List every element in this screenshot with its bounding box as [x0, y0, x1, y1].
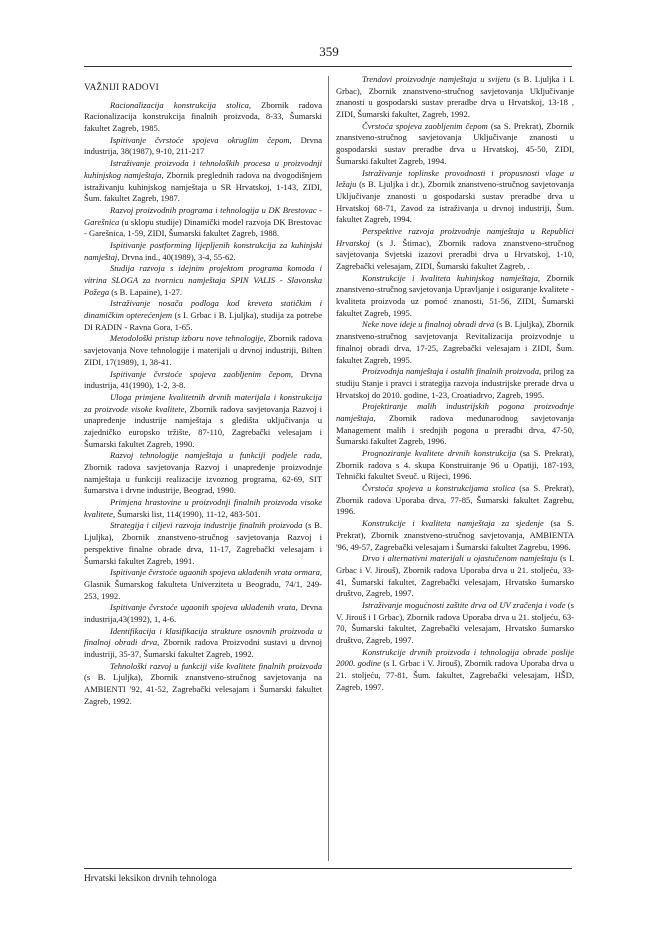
bibliography-entry: [84, 263, 322, 298]
entry-details: Zbornik znanstveno-stručnog savjetovanja Upravljanje i osiguranje kvalitete - kvaliteta proizvoda uz pomoć znanosti, 51-56, ZIDI, Šumarski fakultet Zagreb, 1995.: [336, 272, 574, 318]
entry-details: Zbornik radova Proizvodni sustavi u drvnoj industriji, 35-37, Šumarski fakultet Zagreb, 1992.: [84, 637, 322, 659]
bibliography-entry: [336, 483, 574, 518]
column-divider: [328, 76, 329, 861]
entry-title: Studija razvoja s idejnim projektom programa komoda i vitrina SLOGA za tvornicu namještaja SPIN VALIS - Slavonska Požega: [84, 263, 322, 297]
entry-details: Glasnik Šumarskog fakulteta Univerziteta u Beogradu, 74/1, 249-253, 1992.: [84, 578, 322, 601]
entry-details: (u sklopu studije) Dinamički model razvoja DK Brestovac - Garešnica, 1-59, ZIDI, Šumarski fakultet Zagreb, 1988.: [84, 216, 322, 239]
entry-details: Zbornik radova Racionalizacija konstrukcija finalnih proizvoda, 8-33, Šumarski fakultet Zagreb, 1985.: [84, 99, 322, 134]
bibliography-entry: [84, 205, 322, 240]
entry-title: Razvoj tehnologije namještaja u funkciji podjele rada,: [110, 450, 322, 461]
entry-title: Prognoziranje kvalitete drvnih konstrukcija: [362, 448, 517, 458]
entry-title: Trendovi proizvodnje namještaja u svijetu: [362, 74, 511, 84]
bibliography-entry: [84, 100, 322, 135]
bibliography-entry: [336, 226, 574, 273]
entry-details: (s B. Ljuljka), Zbornik znanstveno-stručnog savjetovanja Razvoj i perspektive finalne obrade drva, 11-17, Zagrebački velesajam i Šumarski fakultet Zagreb, 1991.: [84, 520, 322, 566]
entry-details: (sa S. Prekrat), Zbornik radova s 4. skupa Konstruiranje 96 u Opatiji, 187-193, Tehnički fakultet Sveuč. u Rijeci, 1996.: [336, 448, 574, 482]
bibliography-entry: [84, 626, 322, 661]
entry-title: Čvrstoća spojeva u konstrukcijama stolica: [362, 483, 516, 494]
entry-details: (s I. Grbac i V. Jirouš), Zbornik radova Uporaba drva u 21. stoljeću, 33-41, Šumarski fakultet, Zagrebački velesajam, Hrvatsko šumarsko društvo, Zagreb, 1997.: [336, 553, 574, 599]
entry-details: (sa S. Prekrat), Zbornik radova Uporaba drva, 77-85, Šumarski fakultet Zagrebu, 1996.: [336, 483, 574, 517]
entry-title: Projektiranje malih industrijskih pogona proizvodnje namještaja,: [336, 401, 574, 423]
entry-title: Neke nove ideje u finalnoj obradi drva: [362, 319, 495, 330]
header-rule: [84, 66, 572, 67]
entry-title: Ispitivanje čvrstoće spojeva zaobljenim čepom,: [110, 368, 294, 379]
entry-details: (s B. Lapaine), 1-27.: [109, 286, 183, 297]
entry-details: Zbornik preglednih radova na dvogodišnjem istraživanju kuhinjskog namještaja u SR Hrvatskoj, 1-143, ZIDI, Šum. fakultet Zagreb, 1987.: [84, 169, 322, 204]
entry-title: Čvrstoća spojeva zaobljenim čepom: [362, 120, 488, 131]
right-entries: [336, 74, 574, 693]
entry-details: (s B. Ljuljka i I. Grbac), Zbornik znanstveno-stručnog savjetovanja Uključivanje znanosti u gospodarski sustav preradbe drva u Hrvatskoj, 13-18 , ZIDI, Šumarski fakultet, Zagreb, 1992.: [336, 74, 574, 120]
entry-title: Istraživanje proizvoda i tehnoloških procesa u proizvodnji kuhinjskog namještaja,: [84, 158, 322, 180]
bibliography-entry: [84, 567, 322, 602]
entry-title: Istraživanje toplinske provodnosti i propusnosti vlage u ležaju: [336, 167, 574, 190]
entry-title: Drvo i alternativni materijali u ojastučenom namještaju: [362, 553, 558, 564]
bibliography-entry: [84, 497, 322, 520]
bibliography-entry: [336, 518, 574, 553]
entry-details: Zbornik radova savjetovanja Razvoj i unapređenje industrije namještaja s gledišta uključivanja u zajedničko europsko tržište, 87-110, Zagrebački velesajam i Šumarski fakultet Zagreb, 1990.: [84, 403, 322, 449]
entry-details: Drvna industrija,43(1992), 1, 4-6.: [84, 602, 322, 624]
bibliography-entry: [336, 319, 574, 366]
entry-title: Razvoj proizvodnih programa i tehnologija u DK Brestovac - Garešnica: [84, 204, 322, 227]
bibliography-entry: [336, 273, 574, 320]
entry-title: Konstrukcije i kvaliteta kuhinjskog namještaja,: [362, 272, 540, 283]
page-number: 359: [319, 44, 339, 59]
entry-title: Istraživanje mogućnosti zaštite drva od UV zračenja i vode: [362, 599, 566, 610]
left-entries: [84, 100, 322, 708]
entry-title: Konstrukcije drvnih proizvoda i tehnologija obrade poslije 2000. godine: [336, 646, 574, 669]
entry-title: Identifikacija i klasifikacija strukture osnovnih proizvoda u finalnoj obradi drva,: [84, 625, 322, 648]
bibliography-entry: [84, 158, 322, 205]
entry-title: Ispitivanje čvrstoće spojeva okruglim čepom,: [110, 134, 292, 145]
bibliography-entry: [336, 168, 574, 226]
bibliography-entry: [84, 661, 322, 708]
bibliography-entry: [84, 520, 322, 567]
bibliography-entry: [336, 121, 574, 168]
bibliography-entry: [336, 401, 574, 448]
bibliography-entry: [336, 366, 574, 401]
bibliography-entry: [84, 369, 322, 392]
bibliography-entry: [84, 392, 322, 450]
bibliography-entry: [336, 600, 574, 647]
bibliography-entry: [84, 240, 322, 263]
entry-title: Racionalizacija konstrukcija stolica,: [110, 99, 252, 110]
entry-details: (s V. Jirouš i I Grbac), Zbornik radova Uporaba drva u 21. stoljeću, 63-70, Šumarski fakultet, Zagrebački velesajam, Hrvatsko šumarsko društvo, Zagreb, 1997.: [336, 599, 574, 645]
entry-details: Drvna industrija, 41(1990), 1-2, 3-8.: [84, 368, 322, 391]
entry-details: Zbornik radova savjetovanja Nove tehnologije i materijali u drvnoj industriji, Bilten ZIDI, 17(1989), 1, 38-41.: [84, 333, 323, 367]
entry-title: Metodološki pristup izboru nove tehnologije,: [110, 333, 266, 344]
entry-title: Ispitivanje čvrstoće ugaonih spojeva uklađenih vrata,: [110, 602, 298, 613]
bibliography-entry: [84, 450, 322, 497]
entry-title: Primjena hrastovine u proizvodnji finalnih proizvoda visoke kvalitete,: [84, 497, 322, 519]
bibliography-entry: [84, 298, 322, 333]
bibliography-entry: [84, 135, 322, 158]
entry-title: Ispitivanje postforming lijepljenih konstrukcija za kuhinjski namještaj,: [84, 239, 322, 262]
entry-details: Drvna industrija, 38(1987), 9-10, 211-217: [84, 134, 322, 157]
left-column: [84, 74, 322, 707]
entry-details: Zbornik radova savjetovanja Razvoj i unapređenje proizvodnje namještaja u funkciji realizacije izvoznog programa, 62-69, SIT šumarstva i drvne industrije, Beograd, 1990.: [84, 462, 322, 496]
entry-details: Drvna ind., 40(1989), 3-4, 55-62.: [119, 251, 236, 262]
entry-title: Proizvodnja namještaja i ostalih finalnih proizvoda,: [362, 366, 542, 377]
entry-details: (s B. Ljuljka), Zbornik znanstveno-stručnog savjetovanja na AMBIENTI '92, 41-52, Zagrebački velesajam i Šumarski fakultet Zagreb, 1992.: [84, 672, 322, 706]
entry-details: (s I. Grbac i V. Jirouš), Zbornik radova Uporaba drva u 21. stoljeću, 77-81, Šum. fakultet, Zagrebački velesajam, HŠD, Zagreb, 1997.: [336, 658, 574, 692]
entry-details: Zbornik radova međunarodnog savjetovanja Management malih i srednjih pogona u preradbi drva, 47-50, Šumarski fakultet Zagreb, 1996.: [336, 412, 574, 447]
bibliography-entry: [84, 333, 322, 368]
entry-details: (sa S. Prekrat), Zbornik znanstveno-stručnog savjetovanja Uključivanje znanosti u gospodarski sustav preradbe drva u Hrvatskoj, 45-50, ZIDI, Šumarski fakultet Zagreb, 1994.: [336, 120, 574, 166]
entry-title: Istraživanje nosača podloga kod kreveta statičkim i dinamičkim opterećenjem: [84, 298, 322, 321]
entry-title: Konstrukcije i kvaliteta namještaja za sjedenje: [362, 518, 544, 529]
right-column: [336, 74, 574, 693]
entry-title: Ispitivanje čvrstoće ugaonih spojeva uklađenih vrata ormara,: [110, 567, 322, 578]
section-heading: VAŽNIJI RADOVI: [84, 82, 159, 92]
entry-title: Tehnološki razvoj u funkciji više kvalitete finalnih proizvoda: [110, 660, 322, 671]
bibliography-entry: [336, 647, 574, 694]
entry-details: (s B. Ljuljka i dr.), Zbornik znanstveno-stručnog savjetovanja Uključivanje znanosti u gospodarski sustav preradbe drva u Hrvatskoj 68-71, Zavod za istraživanja u drvnoj industriji, Šum. fakultet Zagreb, 1994.: [336, 179, 574, 225]
entry-title: Strategija i ciljevi razvoja industrije finalnih proizvoda: [110, 520, 303, 531]
entry-title: Perspektive razvoja proizvodnje namještaja u Republici Hrvatskoj: [336, 225, 574, 248]
entry-details: prilog za studiju Stanje i pravci i strategija razvoja industrijske prerade drva u Hrvatskoj do 2010. godine, 1-23, Croatiadrvo, Zagreb, 1995.: [336, 366, 574, 400]
footer-text: Hrvatski leksikon drvnih tehnologa: [84, 874, 217, 884]
footer-rule: [84, 868, 572, 869]
entry-title: Uloga primjene kvalitetnih drvnih materijala i konstrukcija za proizvode visoke kvalitete,: [84, 391, 322, 414]
entry-details: (s B. Ljuljka), Zbornik znanstveno-stručnog savjetovanja Revitalizacija proizvodnje u finalnoj obradi drva, 17-25, Zagrebački velesajam i ZIDI, Šum. fakultet Zagreb, 1995.: [336, 319, 574, 365]
entry-details: (s J. Štimac), Zbornik radova znanstveno-stručnog savjetovanja Svjetski izazovi preradbi drva u Hrvatskoj, 1-10, Zagrebački velesajam, ZIDI, Šumarski fakultet Zagreb, .: [336, 237, 574, 271]
bibliography-entry: [336, 553, 574, 600]
entry-details: Šumarski list, 114(1990), 11-12, 483-501.: [115, 508, 261, 519]
entry-details: (s I. Grbac i B. Ljuljka), studija za potrebe DI RADIN - Ravna Gora, 1-65.: [84, 310, 322, 332]
bibliography-entry: [84, 602, 322, 625]
bibliography-entry: [336, 448, 574, 483]
bibliography-entry: [336, 74, 574, 121]
entry-details: (sa S. Prekrat), Zbornik znanstveno-stručnog savjetovanja, AMBIENTA '96, 49-57, Zagrebački velesajam i Šumarski fakultet Zagrebu, 1996.: [336, 518, 574, 552]
